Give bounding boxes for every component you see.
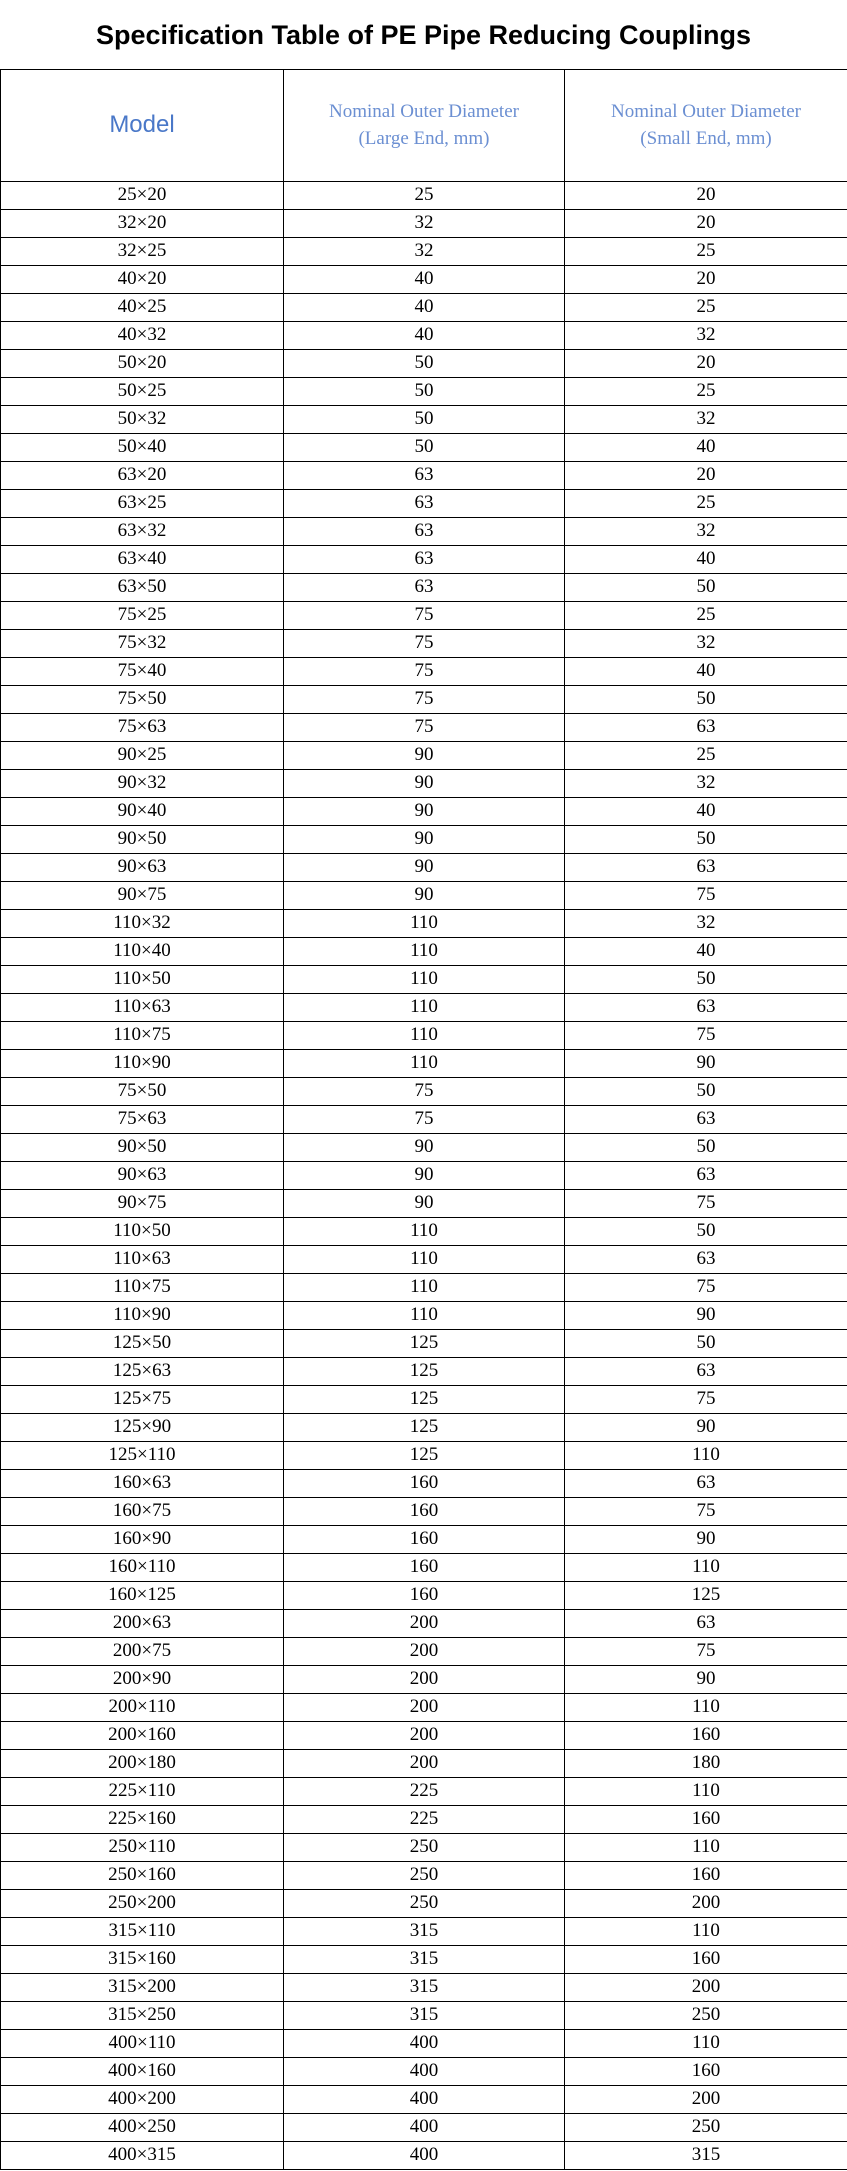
header-small-end: [565, 70, 847, 181]
cell-large-end: 125: [284, 1385, 565, 1413]
table-row: [1, 1217, 847, 1245]
cell-large-end: 225: [284, 1805, 565, 1833]
cell-large-end: 90: [284, 825, 565, 853]
cell-small-end: 50: [565, 1217, 847, 1245]
cell-model: 400×315: [1, 2141, 284, 2169]
cell-small-end: 40: [565, 937, 847, 965]
cell-large-end: 25: [284, 181, 565, 209]
cell-large-end: 110: [284, 965, 565, 993]
header-row: [1, 70, 847, 181]
cell-large-end: 250: [284, 1889, 565, 1917]
cell-small-end: 110: [565, 1441, 847, 1469]
cell-large-end: 400: [284, 2029, 565, 2057]
table-row: [1, 825, 847, 853]
cell-small-end: 160: [565, 1861, 847, 1889]
cell-large-end: 90: [284, 797, 565, 825]
cell-small-end: 110: [565, 1553, 847, 1581]
cell-small-end: 75: [565, 1385, 847, 1413]
table-row: [1, 2029, 847, 2057]
table-row: [1, 965, 847, 993]
cell-small-end: 20: [565, 461, 847, 489]
cell-large-end: 200: [284, 1637, 565, 1665]
cell-small-end: 90: [565, 1301, 847, 1329]
table-row: [1, 1917, 847, 1945]
table-row: [1, 1105, 847, 1133]
cell-large-end: 110: [284, 1245, 565, 1273]
cell-small-end: 200: [565, 1973, 847, 2001]
cell-model: 75×32: [1, 629, 284, 657]
cell-large-end: 160: [284, 1497, 565, 1525]
table-row: [1, 489, 847, 517]
cell-small-end: 20: [565, 181, 847, 209]
table-row: [1, 321, 847, 349]
cell-small-end: 75: [565, 1273, 847, 1301]
table-row: [1, 1525, 847, 1553]
cell-model: 75×50: [1, 1077, 284, 1105]
cell-large-end: 63: [284, 489, 565, 517]
cell-large-end: 160: [284, 1469, 565, 1497]
table-row: [1, 993, 847, 1021]
cell-large-end: 315: [284, 1945, 565, 1973]
cell-model: 63×40: [1, 545, 284, 573]
cell-small-end: 63: [565, 1609, 847, 1637]
cell-model: 200×63: [1, 1609, 284, 1637]
cell-small-end: 110: [565, 1833, 847, 1861]
cell-model: 250×200: [1, 1889, 284, 1917]
cell-large-end: 110: [284, 1021, 565, 1049]
cell-large-end: 40: [284, 293, 565, 321]
cell-model: 50×32: [1, 405, 284, 433]
cell-model: 160×90: [1, 1525, 284, 1553]
table-row: [1, 349, 847, 377]
cell-large-end: 63: [284, 517, 565, 545]
cell-model: 225×160: [1, 1805, 284, 1833]
cell-small-end: 75: [565, 1189, 847, 1217]
cell-model: 50×20: [1, 349, 284, 377]
cell-model: 400×110: [1, 2029, 284, 2057]
cell-large-end: 63: [284, 573, 565, 601]
table-row: [1, 1581, 847, 1609]
cell-small-end: 40: [565, 545, 847, 573]
cell-small-end: 50: [565, 965, 847, 993]
cell-small-end: 110: [565, 1917, 847, 1945]
cell-model: 125×110: [1, 1441, 284, 1469]
table-row: [1, 1357, 847, 1385]
cell-small-end: 63: [565, 1245, 847, 1273]
cell-model: 75×50: [1, 685, 284, 713]
header-small-end-line2: (Small End, mm): [640, 128, 772, 150]
cell-small-end: 315: [565, 2141, 847, 2169]
cell-model: 63×32: [1, 517, 284, 545]
cell-model: 400×160: [1, 2057, 284, 2085]
cell-small-end: 63: [565, 713, 847, 741]
cell-small-end: 25: [565, 377, 847, 405]
cell-small-end: 75: [565, 1021, 847, 1049]
table-header: [1, 70, 847, 181]
cell-large-end: 200: [284, 1693, 565, 1721]
cell-large-end: 250: [284, 1861, 565, 1889]
cell-model: 160×110: [1, 1553, 284, 1581]
cell-model: 250×160: [1, 1861, 284, 1889]
cell-small-end: 110: [565, 1777, 847, 1805]
cell-small-end: 125: [565, 1581, 847, 1609]
cell-large-end: 110: [284, 1301, 565, 1329]
cell-model: 32×20: [1, 209, 284, 237]
cell-large-end: 75: [284, 1077, 565, 1105]
cell-large-end: 90: [284, 853, 565, 881]
cell-model: 50×40: [1, 433, 284, 461]
cell-model: 90×63: [1, 853, 284, 881]
cell-large-end: 125: [284, 1329, 565, 1357]
cell-small-end: 90: [565, 1413, 847, 1441]
cell-model: 315×250: [1, 2001, 284, 2029]
table-row: [1, 1077, 847, 1105]
header-large-end: [284, 70, 565, 181]
cell-large-end: 315: [284, 2001, 565, 2029]
table-row: [1, 1609, 847, 1637]
cell-model: 63×50: [1, 573, 284, 601]
cell-large-end: 160: [284, 1581, 565, 1609]
cell-large-end: 90: [284, 1189, 565, 1217]
table-row: [1, 405, 847, 433]
cell-large-end: 63: [284, 461, 565, 489]
cell-large-end: 40: [284, 265, 565, 293]
cell-model: 200×75: [1, 1637, 284, 1665]
cell-small-end: 20: [565, 349, 847, 377]
cell-small-end: 200: [565, 2085, 847, 2113]
cell-small-end: 160: [565, 1805, 847, 1833]
cell-large-end: 90: [284, 741, 565, 769]
cell-large-end: 160: [284, 1525, 565, 1553]
table-row: [1, 237, 847, 265]
cell-model: 50×25: [1, 377, 284, 405]
cell-model: 110×63: [1, 1245, 284, 1273]
cell-large-end: 400: [284, 2085, 565, 2113]
cell-model: 315×160: [1, 1945, 284, 1973]
cell-small-end: 32: [565, 629, 847, 657]
cell-small-end: 90: [565, 1049, 847, 1077]
cell-model: 110×90: [1, 1049, 284, 1077]
cell-large-end: 200: [284, 1665, 565, 1693]
table-row: [1, 1385, 847, 1413]
cell-large-end: 75: [284, 713, 565, 741]
cell-small-end: 50: [565, 1133, 847, 1161]
cell-model: 125×63: [1, 1357, 284, 1385]
cell-model: 110×75: [1, 1021, 284, 1049]
cell-small-end: 75: [565, 881, 847, 909]
cell-small-end: 25: [565, 237, 847, 265]
table-row: [1, 1049, 847, 1077]
table-row: [1, 1805, 847, 1833]
cell-large-end: 50: [284, 377, 565, 405]
cell-small-end: 32: [565, 321, 847, 349]
cell-large-end: 200: [284, 1721, 565, 1749]
cell-small-end: 63: [565, 853, 847, 881]
cell-small-end: 25: [565, 741, 847, 769]
table-row: [1, 1777, 847, 1805]
cell-large-end: 75: [284, 685, 565, 713]
header-small-end-line1: Nominal Outer Diameter: [611, 101, 801, 123]
cell-large-end: 75: [284, 629, 565, 657]
table-row: [1, 265, 847, 293]
cell-small-end: 32: [565, 909, 847, 937]
table-row: [1, 881, 847, 909]
table-row: [1, 1665, 847, 1693]
cell-large-end: 225: [284, 1777, 565, 1805]
cell-small-end: 63: [565, 1105, 847, 1133]
cell-model: 110×50: [1, 1217, 284, 1245]
table-row: [1, 1161, 847, 1189]
cell-model: 315×110: [1, 1917, 284, 1945]
cell-model: 25×20: [1, 181, 284, 209]
cell-large-end: 110: [284, 1217, 565, 1245]
cell-model: 90×50: [1, 1133, 284, 1161]
cell-large-end: 315: [284, 1917, 565, 1945]
cell-model: 110×75: [1, 1273, 284, 1301]
cell-model: 90×75: [1, 1189, 284, 1217]
cell-large-end: 32: [284, 209, 565, 237]
cell-large-end: 90: [284, 1161, 565, 1189]
cell-small-end: 50: [565, 573, 847, 601]
cell-model: 110×32: [1, 909, 284, 937]
table-row: [1, 377, 847, 405]
cell-large-end: 125: [284, 1357, 565, 1385]
cell-large-end: 110: [284, 1273, 565, 1301]
table-row: [1, 1133, 847, 1161]
cell-model: 400×250: [1, 2113, 284, 2141]
cell-large-end: 110: [284, 909, 565, 937]
table-row: [1, 1189, 847, 1217]
table-row: [1, 1245, 847, 1273]
table-row: [1, 741, 847, 769]
cell-small-end: 40: [565, 657, 847, 685]
table-row: [1, 2085, 847, 2113]
cell-small-end: 20: [565, 265, 847, 293]
cell-large-end: 75: [284, 657, 565, 685]
cell-small-end: 200: [565, 1889, 847, 1917]
table-row: [1, 1497, 847, 1525]
header-model: Model: [1, 70, 284, 181]
table-row: [1, 1469, 847, 1497]
cell-model: 75×63: [1, 713, 284, 741]
table-row: [1, 433, 847, 461]
cell-model: 40×20: [1, 265, 284, 293]
cell-model: 40×25: [1, 293, 284, 321]
cell-model: 90×63: [1, 1161, 284, 1189]
cell-small-end: 110: [565, 2029, 847, 2057]
cell-small-end: 63: [565, 1469, 847, 1497]
header-large-end-line2: (Large End, mm): [358, 128, 490, 150]
table-row: [1, 1833, 847, 1861]
table-row: [1, 1553, 847, 1581]
cell-small-end: 25: [565, 601, 847, 629]
table-row: [1, 181, 847, 209]
table-row: [1, 1301, 847, 1329]
cell-model: 160×125: [1, 1581, 284, 1609]
table-row: [1, 797, 847, 825]
cell-small-end: 50: [565, 685, 847, 713]
cell-large-end: 75: [284, 601, 565, 629]
cell-model: 40×32: [1, 321, 284, 349]
table-row: [1, 1021, 847, 1049]
cell-large-end: 110: [284, 937, 565, 965]
table-row: [1, 1749, 847, 1777]
table-row: [1, 2141, 847, 2169]
cell-small-end: 90: [565, 1525, 847, 1553]
table-row: [1, 1273, 847, 1301]
cell-small-end: 160: [565, 1945, 847, 1973]
table-row: [1, 1329, 847, 1357]
table-row: [1, 517, 847, 545]
cell-model: 225×110: [1, 1777, 284, 1805]
table-row: [1, 1861, 847, 1889]
table-row: [1, 573, 847, 601]
cell-small-end: 75: [565, 1637, 847, 1665]
cell-large-end: 90: [284, 769, 565, 797]
table-row: [1, 769, 847, 797]
cell-model: 125×50: [1, 1329, 284, 1357]
cell-large-end: 75: [284, 1105, 565, 1133]
cell-model: 75×40: [1, 657, 284, 685]
cell-model: 75×63: [1, 1105, 284, 1133]
cell-model: 125×90: [1, 1413, 284, 1441]
cell-model: 110×40: [1, 937, 284, 965]
table-row: [1, 685, 847, 713]
cell-large-end: 32: [284, 237, 565, 265]
cell-large-end: 40: [284, 321, 565, 349]
table-row: [1, 461, 847, 489]
cell-model: 90×75: [1, 881, 284, 909]
cell-large-end: 50: [284, 349, 565, 377]
cell-model: 315×200: [1, 1973, 284, 2001]
table-row: [1, 909, 847, 937]
cell-model: 200×90: [1, 1665, 284, 1693]
cell-model: 110×90: [1, 1301, 284, 1329]
cell-small-end: 160: [565, 2057, 847, 2085]
cell-small-end: 40: [565, 433, 847, 461]
table-row: [1, 293, 847, 321]
table-body: [1, 181, 847, 2169]
cell-large-end: 400: [284, 2057, 565, 2085]
cell-small-end: 32: [565, 405, 847, 433]
cell-small-end: 160: [565, 1721, 847, 1749]
cell-model: 200×180: [1, 1749, 284, 1777]
cell-model: 63×20: [1, 461, 284, 489]
cell-small-end: 63: [565, 1161, 847, 1189]
cell-small-end: 25: [565, 489, 847, 517]
cell-model: 110×50: [1, 965, 284, 993]
cell-large-end: 50: [284, 433, 565, 461]
cell-large-end: 125: [284, 1441, 565, 1469]
page-title: Specification Table of PE Pipe Reducing Couplings: [0, 0, 847, 70]
cell-large-end: 125: [284, 1413, 565, 1441]
cell-model: 90×32: [1, 769, 284, 797]
cell-large-end: 160: [284, 1553, 565, 1581]
header-large-end-line1: Nominal Outer Diameter: [329, 101, 519, 123]
table-row: [1, 853, 847, 881]
table-row: [1, 713, 847, 741]
cell-large-end: 90: [284, 1133, 565, 1161]
cell-large-end: 63: [284, 545, 565, 573]
table-row: [1, 1441, 847, 1469]
cell-small-end: 250: [565, 2001, 847, 2029]
table-row: [1, 2001, 847, 2029]
cell-small-end: 180: [565, 1749, 847, 1777]
cell-model: 90×40: [1, 797, 284, 825]
cell-model: 400×200: [1, 2085, 284, 2113]
cell-small-end: 63: [565, 1357, 847, 1385]
cell-large-end: 400: [284, 2141, 565, 2169]
table-row: [1, 545, 847, 573]
table-row: [1, 1889, 847, 1917]
table-row: [1, 629, 847, 657]
cell-model: 110×63: [1, 993, 284, 1021]
cell-small-end: 40: [565, 797, 847, 825]
cell-small-end: 63: [565, 993, 847, 1021]
cell-small-end: 32: [565, 517, 847, 545]
table-row: [1, 2113, 847, 2141]
table-row: [1, 1693, 847, 1721]
cell-large-end: 200: [284, 1609, 565, 1637]
table-row: [1, 1973, 847, 2001]
table-row: [1, 2057, 847, 2085]
cell-large-end: 110: [284, 1049, 565, 1077]
table-row: [1, 1721, 847, 1749]
cell-large-end: 400: [284, 2113, 565, 2141]
cell-small-end: 50: [565, 1329, 847, 1357]
cell-large-end: 200: [284, 1749, 565, 1777]
table-row: [1, 601, 847, 629]
cell-small-end: 75: [565, 1497, 847, 1525]
cell-small-end: 50: [565, 1077, 847, 1105]
table-row: [1, 937, 847, 965]
cell-large-end: 315: [284, 1973, 565, 2001]
spec-table: [0, 70, 847, 2170]
cell-model: 90×50: [1, 825, 284, 853]
cell-small-end: 25: [565, 293, 847, 321]
table-row: [1, 1413, 847, 1441]
cell-small-end: 20: [565, 209, 847, 237]
table-row: [1, 1637, 847, 1665]
cell-large-end: 250: [284, 1833, 565, 1861]
cell-model: 90×25: [1, 741, 284, 769]
cell-large-end: 90: [284, 881, 565, 909]
table-row: [1, 209, 847, 237]
table-row: [1, 657, 847, 685]
cell-large-end: 110: [284, 993, 565, 1021]
cell-model: 200×110: [1, 1693, 284, 1721]
cell-model: 125×75: [1, 1385, 284, 1413]
cell-small-end: 90: [565, 1665, 847, 1693]
cell-model: 63×25: [1, 489, 284, 517]
cell-small-end: 50: [565, 825, 847, 853]
cell-model: 200×160: [1, 1721, 284, 1749]
cell-small-end: 32: [565, 769, 847, 797]
cell-model: 75×25: [1, 601, 284, 629]
cell-small-end: 250: [565, 2113, 847, 2141]
cell-model: 32×25: [1, 237, 284, 265]
cell-model: 250×110: [1, 1833, 284, 1861]
cell-small-end: 110: [565, 1693, 847, 1721]
cell-model: 160×75: [1, 1497, 284, 1525]
cell-large-end: 50: [284, 405, 565, 433]
table-row: [1, 1945, 847, 1973]
cell-model: 160×63: [1, 1469, 284, 1497]
